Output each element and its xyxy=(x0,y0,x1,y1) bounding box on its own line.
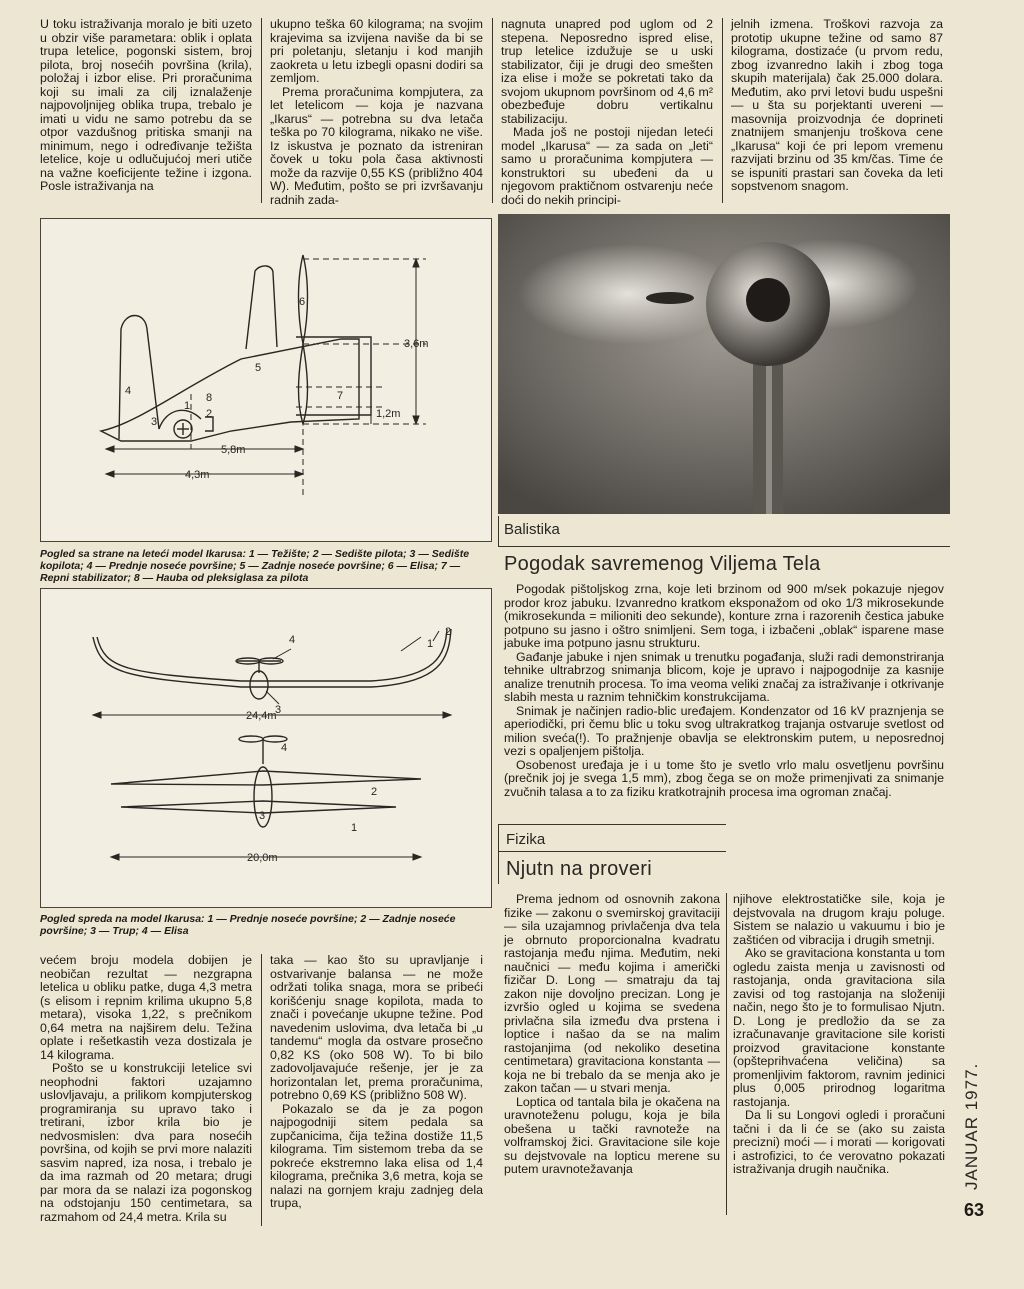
label-1: 1 xyxy=(184,400,191,412)
paragraph: Ako se gravitaciona konstanta u tom ogledu zaista menja u zavisnosti od rastojanja, onda gravitaciona sila zavisi od tog rastojanja na složeniji način, nego što je to formulisao Njutn. D. Long je predložio da se za izračunavanje gravitacione sile koristi proizvod gravitacione konstante (opšteprihvaćena veličina) sa promenljivim faktorom, ravnim jedinici plus 0,005 prirodnog logaritma rastojanja. xyxy=(733,946,945,1109)
fizika-column-1 xyxy=(504,893,720,1177)
paragraph: njihove elektrostatičke sile, koja je dejstvovala na drugom kraju poluge. Sistem se nalazio u vakuumu i bio je zaštićen od vibracija i drugih smetnji. xyxy=(733,892,945,947)
top-column-4 xyxy=(731,18,943,194)
label-6: 6 xyxy=(299,296,306,308)
label-5: 5 xyxy=(255,362,262,374)
label-3: 3 xyxy=(151,416,158,428)
column-divider xyxy=(492,18,493,203)
column-divider xyxy=(261,954,262,1226)
fizika-column-2 xyxy=(733,893,945,1177)
issue-date: JANUAR 1977. xyxy=(962,1062,981,1190)
paragraph: Snimak je načinjen radio-blic uređajem. Kondenzator od 16 kV praznjenja se aperiodički, pri čemu blic u toku svog ultrakratkog trajanja ostvaruje svetlost od milion sveća(!). To pražnjenje obavlja se elektronskim putem, u neposrednoj vezi s opaljenjem pištolja. xyxy=(504,703,944,758)
label-4b: 4 xyxy=(281,742,288,754)
balistika-headline: Pogodak savremenog Viljema Tela xyxy=(504,553,821,575)
side-view-drawing xyxy=(41,219,491,541)
front-view-diagram xyxy=(40,588,492,908)
bottom-column-1 xyxy=(40,954,252,1224)
paragraph: Osobenost uređaja je i u tome što je svetlo vrlo malu osvetljenu površinu (prečnik joj je svega 1,5 mm), zbog čega se on može primenjivati za snimanje zvučnih talasa a to za fiziku kratkotrajnih procesa ima ogroman značaj. xyxy=(504,757,944,799)
figure1-caption: Pogled sa strane na leteći model Ikarusa: 1 — Težište; 2 — Sedište pilota; 3 — Sedište kopilota; 4 — Prednje noseće površine; 5 — Zadnje noseće površine; 6 — Elisa; 7 — Repni stabilizator; 8 — Hauba od pleksiglasa za pilota xyxy=(40,548,470,584)
paragraph: Pošto se u konstrukciji letelice svi neophodni faktori uzajamno uslovljavaju, a prilikom kompjuterskog programiranja su upravo tako i tretirani, izbor krila bio je nedvosmislen: dva para nosećih površina, od kojih se prvi more nalaziti sasvim napred, iza nosa, i trebalo je da ima razmah od 20 metara; drugi par mora da se nalazi iza pogonskog na odstojanju 150 centimetara, sa razmahom od 24,4 metra. Krila su xyxy=(40,1061,252,1224)
label-4: 4 xyxy=(289,634,296,646)
column-divider xyxy=(726,893,727,1215)
paragraph: ukupno teška 60 kilograma; na svojim krajevima sa izvijena naviše da bi se pri poletanju, sletanju i kod manjih zaokreta u letu izbegli opasni dodiri sa zemljom. xyxy=(270,17,483,85)
paragraph: nagnuta unapred pod uglom od 2 stepena. Neposredno ispred elise, trup letelice izdužuje se u uski stabilizator, čiji je drugi deo smešten iza elise i može se pokretati tako da svojom ukupnom površinom od 4,6 m² obezbeđuje dobru vertikalnu stabilizaciju. xyxy=(501,17,713,126)
column-divider xyxy=(722,18,723,203)
fizika-headline: Njutn na proveri xyxy=(506,858,652,880)
label-7: 7 xyxy=(337,390,344,402)
label-1b: 1 xyxy=(351,822,358,834)
section-rule-top xyxy=(498,824,726,825)
paragraph: Pogodak pištoljskog zrna, koje leti brzinom od 900 m/sek pokazuje njegov prodor kroz jabuku. Izvanredno kratkom eksponažom od oko 1/3 mikrosekunde (mikrosekunda = milioniti deo sekunde), konture zrna i razorenih čestica jabuke potpuno su jasno i oštro snimljeni. Sem toga, i izbačeni „oblak“ isparene mase jabuke ima potpuno jasnu strukturu. xyxy=(504,582,944,650)
photo-drawing xyxy=(498,214,950,514)
label-2: 2 xyxy=(445,626,452,638)
paragraph: većem broju modela dobijen je neobičan rezultat — nezgrapna letelica u obliku patke, duga 4,3 metra (s elisom i repnim krilima ukupno 5,8 metara), visoka 1,22, s prečnikom 0,64 metra na najširem delu. Težina oplate i rešetkastih veza dostizala je 14 kilograma. xyxy=(40,953,252,1062)
paragraph: Prema proračunima kompjutera, za let letelicom — koja je nazvana „Ikarus“ — potrebna su dva letača teška po 70 kilograma, nikako ne više. Iz iskustva je poznato da istreniran čovek u toku pola časa aktivnosti može da razvije 0,55 KS (približno 404 W). Međutim, pošto se pri izvršavanju radnih zada- xyxy=(270,84,483,207)
paragraph: taka — kao što su upravljanje i ostvarivanje balansa — ne može održati tolika snaga, mora se pribeći korišćenju snage kopilota, mada to znači i povećanje ukupne težine. Pod navedenim uslovima, dva letača bi „u tandemu“ mogla da ostvare prosečno 0,82 KS (oko 508 W). To bi bilo zadovoljavajuće rešenje, jer je za horizontalan let, prema proračunima, potrebno 0,69 KS (približno 508 W). xyxy=(270,953,483,1102)
label-2: 2 xyxy=(206,408,213,420)
bottom-column-2 xyxy=(270,954,483,1211)
label-3: 3 xyxy=(275,704,282,716)
label-4: 4 xyxy=(125,385,132,397)
paragraph: U toku istraživanja moralo je biti uzeto u obzir više parametara: oblik i oplata trupa letelice, pogonski sistem, broj pilota, broj nosećih površina (krila), položaj i izbor elise. Pri proračunima koji su imali za cilj iznalaženje najpovoljnijeg oblika trupa, trebalo je imati u vidu ne samo potrebu da se otpor vazdušnog pritiska smanji na minimum, nego i određivanje težišta letelice, koje u odlučujućoj meri utiče na važne koeficijente težine i izgona. Posle istraživanja na xyxy=(40,17,252,193)
headline-rule xyxy=(498,851,726,852)
paragraph: Mada još ne postoji nijedan leteći model „Ikarusa“ — za sada on „leti“ samo u proračunima kompjutera — konstruktori su ubeđeni da u njegovom praktičnom ostvarenju neće doći do nekih principi- xyxy=(501,125,713,207)
bullet-apple-photo xyxy=(498,214,950,514)
paragraph: Pokazalo se da je za pogon najpogodniji sitem pedala sa zupčanicima, čija težina dostiže 11,5 kilograma. Tim sistemom treba da se pokreće ekstremno laka elisa od 1,4 kilograma, prečnika 3,6 metra, koja se nalazi na gornjem kraju zadnjeg dela trupa, xyxy=(270,1101,483,1210)
paragraph: Gađanje jabuke i njen snimak u trenutku pogađanja, služi radi demonstriranja tehnike ultrabrzog snimanja blicom, koje je upravo i najpogodnije za kasnije analize trenutnih procesa. To ima veoma veliki značaj za istraživanje i otkrivanje slabih mesta u raznim tehničkim konstrukcijama. xyxy=(504,649,944,704)
top-column-3 xyxy=(501,18,713,207)
section-rule xyxy=(498,516,499,546)
front-view-drawing xyxy=(41,589,491,907)
top-column-2 xyxy=(270,18,483,207)
fizika-section-label: Fizika xyxy=(506,831,546,848)
label-1: 1 xyxy=(427,638,434,650)
label-8: 8 xyxy=(206,392,213,404)
dim-small: 1,2m xyxy=(376,408,401,420)
balistika-body xyxy=(504,583,944,799)
dim-length: 4,3m xyxy=(185,469,210,481)
paragraph: Loptica od tantala bila je okačena na uravnoteženu polugu, koja je bila obešena u tački ravnoteže na volframskoj žici. Gravitacione sile koje su dejstvovale na lopticu merene su putem uravnotežavanja xyxy=(504,1094,720,1176)
dim-span: 5,8m xyxy=(221,444,246,456)
section-rule xyxy=(498,824,499,884)
paragraph: Da li su Longovi ogledi i proračuni tačni i da li će se (ako su zaista precizni) moći — i morati — korigovati i astrofizici, to će verovatno pokazati istraživanja drugih naučnika. xyxy=(733,1108,945,1176)
label-2b: 2 xyxy=(371,786,378,798)
label-3b: 3 xyxy=(259,810,266,822)
paragraph: Prema jednom od osnovnih zakona fizike — zakonu o svemirskoj gravitaciji — sila uzajamnog privlačenja dva tela je obrnuto proporcionalna kvadratu rastojanja među njima. Međutim, neki naučnici — među kojima i američki fizičar D. Long — smatraju da taj zakon nije dovoljno precizan. Long je izvršio ogled u kojima se svedena privlačna sila između dva prstena i loptice i našao da se na malim rastojanjima (od nekoliko desetina centimetara) gravitaciona konstanta — koja ne bi trebalo da se menja ako je zakon tačan — u stvari menja. xyxy=(504,892,720,1095)
dim-narrow: 20,0m xyxy=(247,852,278,864)
page-number: 63 xyxy=(964,1200,985,1220)
headline-rule xyxy=(498,546,950,547)
top-column-1 xyxy=(40,18,252,194)
figure2-caption: Pogled spreda na model Ikarusa: 1 — Prednje noseće površine; 2 — Zadnje noseće površine; 3 — Trup; 4 — Elisa xyxy=(40,913,456,937)
dim-height: 3,6m xyxy=(404,338,429,350)
paragraph: jelnih izmena. Troškovi razvoja za prototip ukupne težine od samo 87 kilograma, dostizaće (u prvom redu, zbog izvanredno lakih i zbog toga skupih materijala) čak 25.000 dolara. Međutim, ako prvi letovi budu uspešni — u šta su porjektanti uvereni — masovnija proizvodnja će doprineti znatnijem smanjenju troškova cene „Ikarusa“ koji će pri lepom vremenu razvijati brzinu od 35 km/čas. Time će se ispuniti prastari san čoveka da leti sopstvenom snagom. xyxy=(731,17,943,193)
column-divider xyxy=(261,18,262,203)
dim-wide: 24,4m xyxy=(246,710,277,722)
balistika-section-label: Balistika xyxy=(504,521,560,538)
side-view-diagram xyxy=(40,218,492,542)
